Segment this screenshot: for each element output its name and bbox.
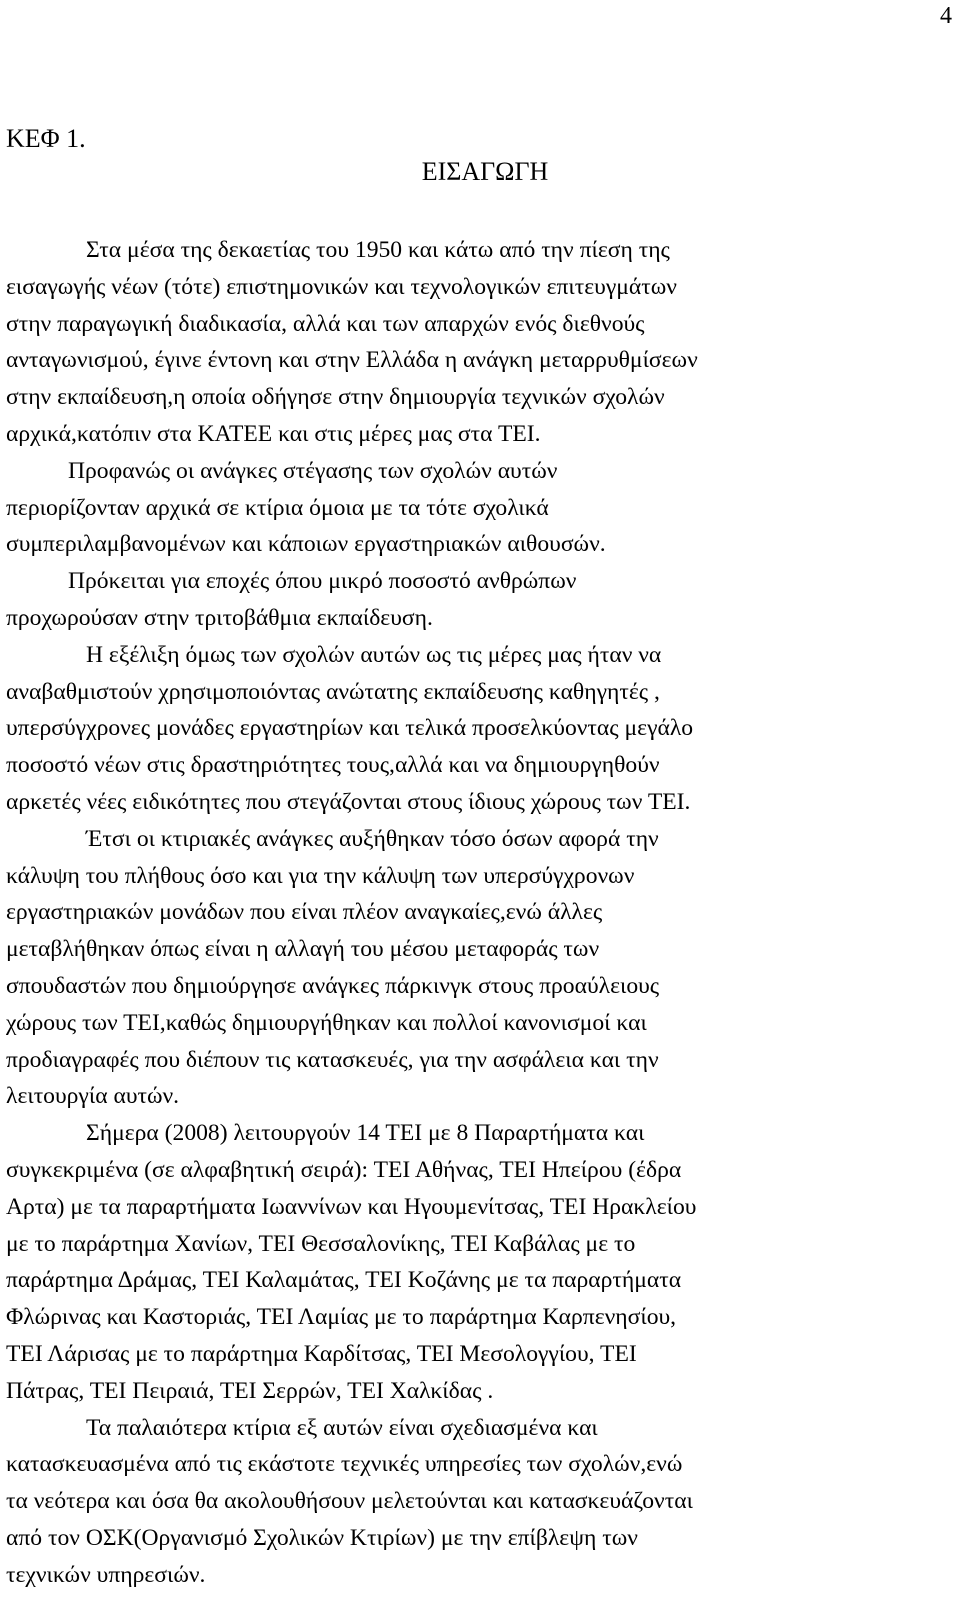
text-line: σπουδαστών που δημιούργησε ανάγκες πάρκινγκ στους προαύλειους <box>6 972 660 999</box>
text-line: στην εκπαίδευση,η οποία οδήγησε στην δημιουργία τεχνικών σχολών <box>6 384 665 411</box>
text-line: αναβαθμιστούν χρησιμοποιόντας ανώτατης εκπαίδευσης καθηγητές , <box>6 678 660 705</box>
text-line: κάλυψη του πλήθους όσο και για την κάλυψη των υπερσύγχρονων <box>6 862 635 889</box>
body-text <box>6 232 946 1593</box>
text-line: ανταγωνισμού, έγινε έντονη και στην Ελλάδα η ανάγκη μεταρρυθμίσεων <box>6 347 698 374</box>
text-line: Πρόκειται για εποχές όπου μικρό ποσοστό ανθρώπων <box>68 568 577 595</box>
text-line: λειτουργία αυτών. <box>6 1083 180 1110</box>
text-line: υπερσύγχρονες μονάδες εργαστηρίων και τελικά προσελκύοντας μεγάλο <box>6 715 694 742</box>
text-line: ποσοστό νέων στις δραστηριότητες τους,αλλά και να δημιουργηθούν <box>6 752 660 779</box>
text-line: προχωρούσαν στην τριτοβάθμια εκπαίδευση. <box>6 604 433 631</box>
text-line: αρκετές νέες ειδικότητες που στεγάζονται στους ίδιους χώρους των ΤΕΙ. <box>6 788 691 815</box>
text-line: ΤΕΙ Λάρισας με το παράρτημα Καρδίτσας, ΤΕΙ Μεσολογγίου, ΤΕΙ <box>6 1340 637 1367</box>
text-line: μεταβλήθηκαν όπως είναι η αλλαγή του μέσου μεταφοράς των <box>6 936 600 963</box>
chapter-heading: ΚΕΦ 1. <box>6 124 86 153</box>
text-line: συμπεριλαμβανομένων και κάποιων εργαστηριακών αιθουσών. <box>6 531 606 558</box>
page-number: 4 <box>940 3 952 29</box>
text-line: περιορίζονταν αρχικά σε κτίρια όμοια με τα τότε σχολικά <box>6 494 549 521</box>
text-line: Πάτρας, ΤΕΙ Πειραιά, ΤΕΙ Σερρών, ΤΕΙ Χαλκίδας . <box>6 1377 494 1404</box>
text-line: Προφανώς οι ανάγκες στέγασης των σχολών αυτών <box>68 457 558 484</box>
text-line: Αρτα) με τα παραρτήματα Ιωαννίνων και Ηγουμενίτσας, ΤΕΙ Ηρακλείου <box>6 1193 697 1220</box>
text-line: τεχνικών υπηρεσιών. <box>6 1561 206 1588</box>
text-line: εισαγωγής νέων (τότε) επιστημονικών και τεχνολογικών επιτευγμάτων <box>6 273 677 300</box>
text-line: προδιαγραφές που διέπουν τις κατασκευές, για την ασφάλεια και την <box>6 1046 659 1073</box>
text-line: παράρτημα Δράμας, ΤΕΙ Καλαμάτας, ΤΕΙ Κοζάνης με τα παραρτήματα <box>6 1267 682 1294</box>
text-line: με το παράρτημα Χανίων, ΤΕΙ Θεσσαλονίκης, ΤΕΙ Καβάλας με το <box>6 1230 636 1257</box>
text-line: χώρους των ΤΕΙ,καθώς δημιουργήθηκαν και πολλοί κανονισμοί και <box>6 1009 647 1036</box>
text-line: συγκεκριμένα (σε αλφαβητική σειρά): ΤΕΙ Αθήνας, ΤΕΙ Ηπείρου (έδρα <box>6 1156 682 1183</box>
text-line: Η εξέλιξη όμως των σχολών αυτών ως τις μέρες μας ήταν να <box>86 641 662 668</box>
text-line: εργαστηριακών μονάδων που είναι πλέον αναγκαίες,ενώ άλλες <box>6 899 603 926</box>
text-line: στην παραγωγική διαδικασία, αλλά και των απαρχών ενός διεθνούς <box>6 310 645 337</box>
text-line: Έτσι οι κτιριακές ανάγκες αυξήθηκαν τόσο όσων αφορά την <box>86 825 659 852</box>
text-line: Σήμερα (2008) λειτουργούν 14 ΤΕΙ με 8 Παραρτήματα και <box>86 1120 645 1147</box>
text-line: τα νεότερα και όσα θα ακολουθήσουν μελετούνται και κατασκευάζονται <box>6 1488 693 1515</box>
text-line: κατασκευασμένα από τις εκάστοτε τεχνικές υπηρεσίες των σχολών,ενώ <box>6 1451 683 1478</box>
text-line: Στα μέσα της δεκαετίας του 1950 και κάτω από την πίεση της <box>86 237 670 263</box>
text-line: αρχικά,κατόπιν στα ΚΑΤΕΕ και στις μέρες μας στα ΤΕΙ. <box>6 420 541 447</box>
text-line: Φλώρινας και Καστοριάς, ΤΕΙ Λαμίας με το παράρτημα Καρπενησίου, <box>6 1304 677 1331</box>
page-title: ΕΙΣΑΓΩΓΗ <box>421 157 549 186</box>
text-line: από τον ΟΣΚ(Οργανισμό Σχολικών Κτιρίων) με την επίβλεψη των <box>6 1524 638 1551</box>
text-line: Τα παλαιότερα κτίρια εξ αυτών είναι σχεδιασμένα και <box>86 1414 598 1441</box>
